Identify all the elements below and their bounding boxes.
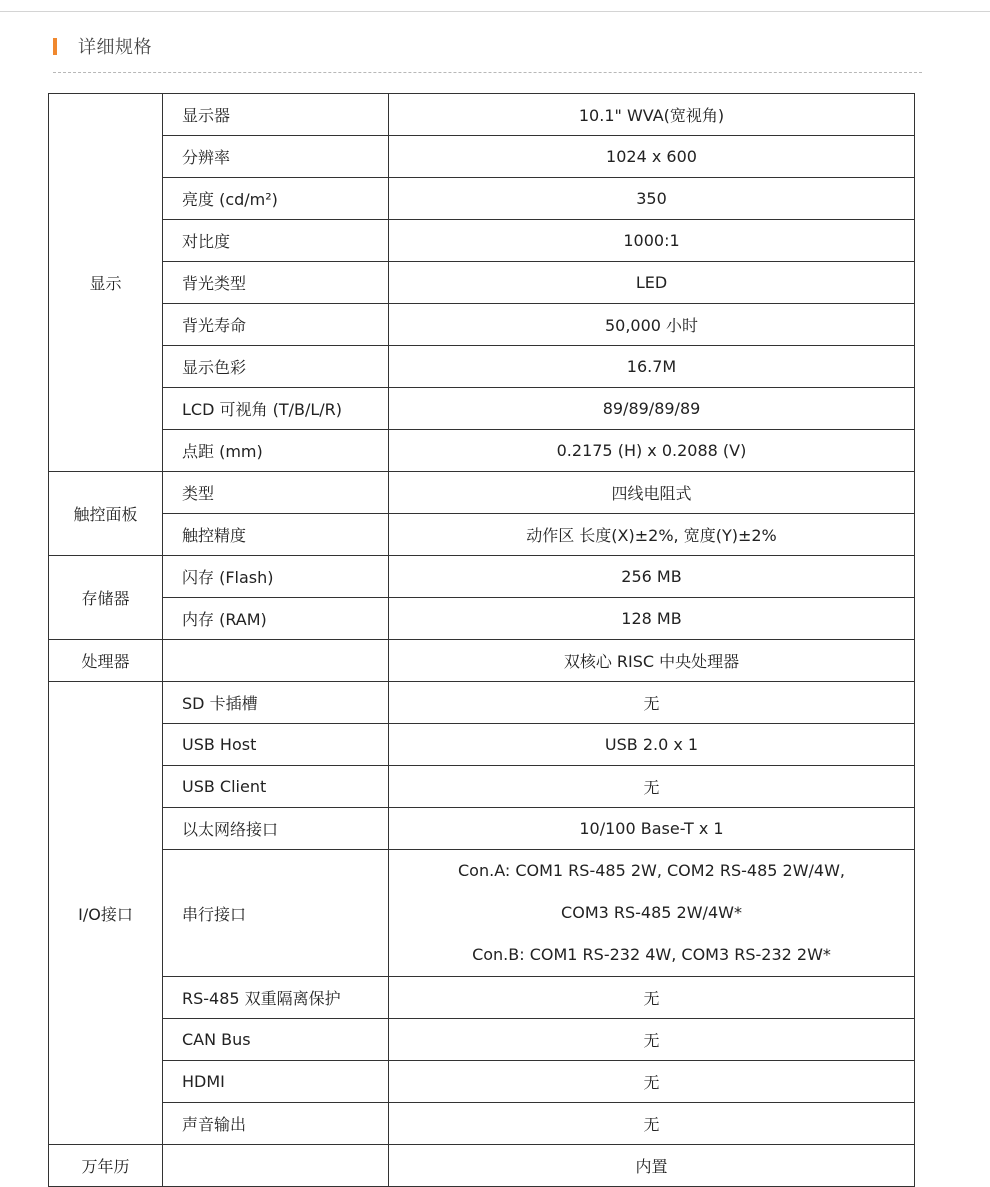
table-row xyxy=(49,304,915,346)
spec-item: USB Host xyxy=(163,724,389,766)
spec-item xyxy=(163,1145,389,1187)
spec-item: 声音输出 xyxy=(163,1103,389,1145)
table-row xyxy=(49,640,915,682)
table-row xyxy=(49,346,915,388)
table-row xyxy=(49,94,915,136)
table-row xyxy=(49,388,915,430)
spec-value: 256 MB xyxy=(389,556,915,598)
spec-item: USB Client xyxy=(163,766,389,808)
top-rule xyxy=(0,0,990,12)
spec-item: 显示器 xyxy=(163,94,389,136)
spec-value: 128 MB xyxy=(389,598,915,640)
table-row xyxy=(49,220,915,262)
spec-value: 16.7M xyxy=(389,346,915,388)
category-cell-io: I/O接口 xyxy=(49,682,163,1145)
table-row xyxy=(49,430,915,472)
spec-item: HDMI xyxy=(163,1061,389,1103)
table-row xyxy=(49,598,915,640)
spec-item: 对比度 xyxy=(163,220,389,262)
table-row xyxy=(49,724,915,766)
spec-table xyxy=(48,93,915,1187)
spec-value: 动作区 长度(X)±2%, 宽度(Y)±2% xyxy=(389,514,915,556)
section-title: 详细规格 xyxy=(78,37,152,58)
spec-value: 1024 x 600 xyxy=(389,136,915,178)
spec-item: 点距 (mm) xyxy=(163,430,389,472)
category-cell-display: 显示 xyxy=(49,94,163,472)
serial-line: Con.A: COM1 RS-485 2W, COM2 RS-485 2W/4W, xyxy=(458,861,845,880)
spec-value: 1000:1 xyxy=(389,220,915,262)
table-row xyxy=(49,766,915,808)
spec-value: 10/100 Base-T x 1 xyxy=(389,808,915,850)
category-cell-touch: 触控面板 xyxy=(49,472,163,556)
spec-value: LED xyxy=(389,262,915,304)
table-row xyxy=(49,136,915,178)
table-row xyxy=(49,514,915,556)
table-row xyxy=(49,1061,915,1103)
spec-item: CAN Bus xyxy=(163,1019,389,1061)
serial-line: Con.B: COM1 RS-232 4W, COM3 RS-232 2W* xyxy=(472,945,831,964)
spec-value: 350 xyxy=(389,178,915,220)
table-row xyxy=(49,850,915,977)
spec-value-multiline xyxy=(389,850,915,977)
table-row xyxy=(49,262,915,304)
category-cell-processor: 处理器 xyxy=(49,640,163,682)
spec-value: 无 xyxy=(389,766,915,808)
spec-item: 背光类型 xyxy=(163,262,389,304)
spec-value: 50,000 小时 xyxy=(389,304,915,346)
spec-value: 内置 xyxy=(389,1145,915,1187)
spec-item: 显示色彩 xyxy=(163,346,389,388)
section-header xyxy=(53,33,152,59)
spec-item: 背光寿命 xyxy=(163,304,389,346)
spec-value: 无 xyxy=(389,1103,915,1145)
spec-item: 串行接口 xyxy=(163,850,389,977)
table-row xyxy=(49,808,915,850)
table-row xyxy=(49,682,915,724)
spec-value: 0.2175 (H) x 0.2088 (V) xyxy=(389,430,915,472)
spec-value: 89/89/89/89 xyxy=(389,388,915,430)
spec-item: 触控精度 xyxy=(163,514,389,556)
spec-item: 以太网络接口 xyxy=(163,808,389,850)
table-row xyxy=(49,556,915,598)
spec-value: USB 2.0 x 1 xyxy=(389,724,915,766)
spec-value: 无 xyxy=(389,1019,915,1061)
table-row xyxy=(49,1103,915,1145)
table-row xyxy=(49,1019,915,1061)
spec-value: 10.1" WVA(宽视角) xyxy=(389,94,915,136)
spec-value: 无 xyxy=(389,1061,915,1103)
spec-item: 类型 xyxy=(163,472,389,514)
spec-item: 内存 (RAM) xyxy=(163,598,389,640)
category-cell-storage: 存储器 xyxy=(49,556,163,640)
spec-value: 双核心 RISC 中央处理器 xyxy=(389,640,915,682)
spec-item: SD 卡插槽 xyxy=(163,682,389,724)
spec-value: 四线电阻式 xyxy=(389,472,915,514)
category-cell-rtc: 万年历 xyxy=(49,1145,163,1187)
spec-item: RS-485 双重隔离保护 xyxy=(163,977,389,1019)
table-row xyxy=(49,1145,915,1187)
spec-item xyxy=(163,640,389,682)
table-row xyxy=(49,178,915,220)
spec-item: 闪存 (Flash) xyxy=(163,556,389,598)
section-accent-bar xyxy=(53,38,57,55)
table-row xyxy=(49,472,915,514)
spec-item: 分辨率 xyxy=(163,136,389,178)
spec-value: 无 xyxy=(389,977,915,1019)
spec-value: 无 xyxy=(389,682,915,724)
serial-line: COM3 RS-485 2W/4W* xyxy=(561,903,742,922)
dotted-divider xyxy=(53,72,922,73)
spec-item: LCD 可视角 (T/B/L/R) xyxy=(163,388,389,430)
table-row xyxy=(49,977,915,1019)
spec-item: 亮度 (cd/m²) xyxy=(163,178,389,220)
